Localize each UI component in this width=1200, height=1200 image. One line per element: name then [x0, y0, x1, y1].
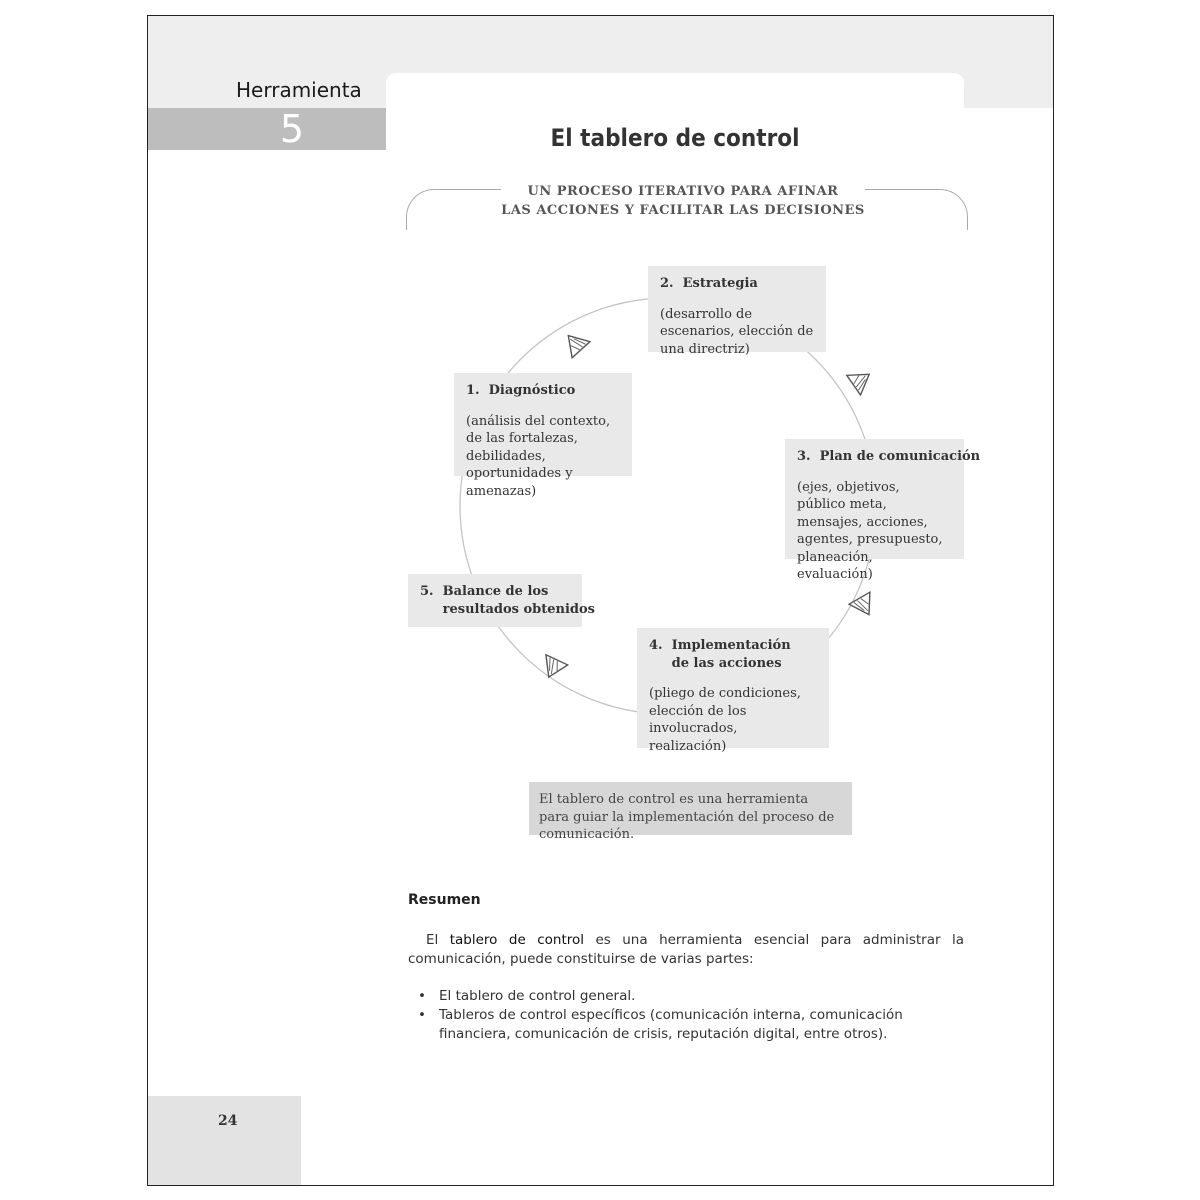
tool-label: Herramienta: [236, 78, 362, 102]
footer-box: [148, 1096, 301, 1185]
bullet-icon: •: [418, 988, 426, 1004]
list-item-text: El tablero de control general.: [439, 988, 636, 1004]
resumen-intro-pre: El: [426, 932, 439, 948]
subtitle-line-1: UN PROCESO ITERATIVO PARA AFINAR: [527, 184, 839, 199]
resumen-bullet-list: [418, 987, 964, 1044]
arrow-icon: [559, 328, 590, 358]
step-description: (pliego de condiciones, elección de los involucrados, realización): [649, 686, 801, 754]
arrow-icon: [847, 364, 876, 395]
step-balance: [408, 574, 595, 627]
step-title: 3. Plan de comunicación: [797, 449, 981, 464]
list-item-text: Tableros de control específicos (comunicación interna, comunicación financiera, comunicación de crisis, reputación digital, entre otros).: [439, 1007, 903, 1042]
step-diagnostico: [454, 373, 632, 499]
tool-number: 5: [279, 107, 304, 151]
arrow-icon: [849, 592, 879, 620]
step-estrategia: [648, 266, 826, 357]
step-description: (análisis del contexto, de las fortalezas, debilidades, oportunidades y amenazas): [466, 413, 611, 499]
step-description: (desarrollo de escenarios, elección de una directriz): [660, 306, 814, 357]
resumen-intro-post: es una herramienta esencial para administrar la comunicación, puede constituirse de varias partes:: [408, 932, 964, 967]
step-title: 1. Diagnóstico: [466, 383, 576, 398]
resumen-paragraph: [408, 931, 964, 969]
step-title: 5. Balance de los resultados obtenidos: [420, 584, 595, 617]
document-page: [147, 15, 1054, 1186]
page-title: El tablero de control: [550, 124, 800, 152]
list-item: [418, 1006, 964, 1044]
resumen-heading: Resumen: [408, 892, 481, 908]
step-title: 4. Implementación de las acciones: [649, 638, 791, 671]
cycle-note: El tablero de control es una herramienta para guiar la implementación del proceso de comunicación.: [529, 782, 852, 835]
step-title: 2. Estrategia: [660, 276, 758, 291]
subtitle-line-2: LAS ACCIONES Y FACILITAR LAS DECISIONES: [501, 203, 865, 218]
step-plan-comunicacion: [785, 439, 981, 582]
list-item: [418, 987, 964, 1006]
arrow-icon: [538, 655, 568, 682]
bullet-icon: •: [418, 1007, 426, 1023]
step-implementacion: [637, 628, 829, 754]
resumen-term: tablero de control: [449, 932, 584, 948]
step-description: (ejes, objetivos, público meta, mensajes, acciones, agentes, presupuesto, planeación, evaluación): [797, 479, 943, 582]
page-number: 24: [218, 1113, 238, 1129]
